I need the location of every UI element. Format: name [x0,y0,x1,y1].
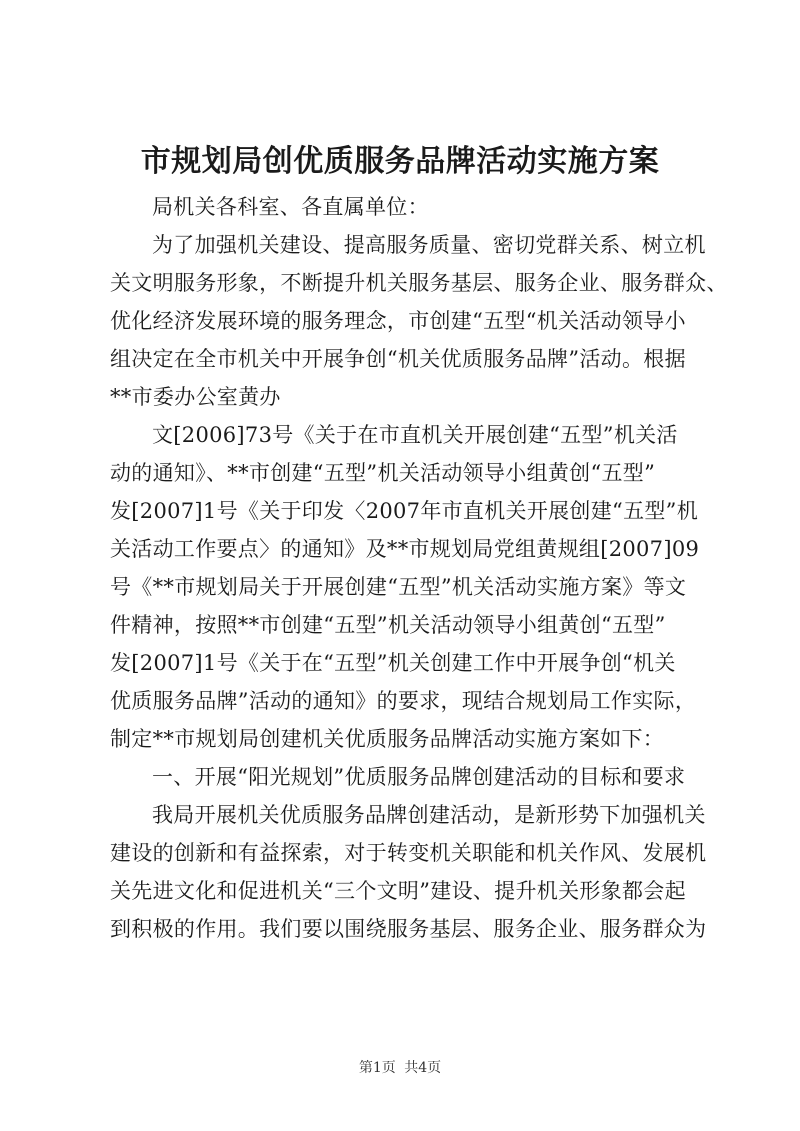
page-footer [0,1058,800,1078]
text-line: 关文明服务形象，不断提升机关服务基层、服务企业、服务群众、 [110,271,728,295]
text-line: 到积极的作用。我们要以围绕服务基层、服务企业、服务群众为 [110,917,707,941]
salutation-text: 局机关各科室、各直属单位： [152,195,429,219]
text-line: 发[2007]1号《关于在“五型”机关创建工作中开展争创“机关 [110,651,676,675]
paragraph-3-text [110,796,706,834]
text-line: 我局开展机关优质服务品牌创建活动，是新形势下加强机关 [152,803,706,827]
paragraph-1-continued [110,264,728,416]
section-heading-1: 一、开展“阳光规划”优质服务品牌创建活动的目标和要求 [152,765,686,789]
text-line: 优质服务品牌”活动的通知》的要求，现结合规划局工作实际， [110,689,697,713]
paragraph-2-text [110,416,700,454]
paragraph-2-continued [110,454,700,758]
page-total: 共4页 [404,1060,442,1076]
text-line: 优化经济发展环境的服务理念，市创建“五型“机关活动领导小 [110,309,686,333]
paragraph-3 [110,796,707,948]
page-number: 第1页 [358,1060,396,1076]
document-title: 市规划局创优质服务品牌活动实施方案 [140,144,660,179]
text-line: 组决定在全市机关中开展争创“机关优质服务品牌”活动。根据 [110,347,686,371]
text-line: 动的通知》、**市创建“五型”机关活动领导小组黄创“五型” [110,461,656,485]
text-line: 建设的创新和有益探索，对于转变机关职能和机关作风、发展机 [110,841,707,865]
text-line: 制定**市规划局创建机关优质服务品牌活动实施方案如下： [110,727,665,751]
text-line: **市委办公室黄办 [110,385,281,409]
text-line: 件精神，按照**市创建“五型”机关活动领导小组黄创“五型” [110,613,666,637]
paragraph-1 [110,226,728,416]
paragraph-1-text [110,226,706,264]
text-line: 文[2006]73号《关于在市直机关开展创建“五型”机关活 [152,423,678,447]
text-line: 发[2007]1号《关于印发〈2007年市直机关开展创建“五型”机 [110,499,699,523]
text-line: 关活动工作要点〉的通知》及**市规划局党组黄规组[2007]09 [110,537,700,561]
salutation [110,188,700,226]
text-line: 关先进文化和促进机关“三个文明”建设、提升机关形象都会起 [110,879,686,903]
text-line: 为了加强机关建设、提高服务质量、密切党群关系、树立机 [152,233,706,257]
paragraph-3-continued [110,834,707,948]
text-line: 号《**市规划局关于开展创建“五型”机关活动实施方案》等文 [110,575,687,599]
paragraph-2 [110,416,700,796]
